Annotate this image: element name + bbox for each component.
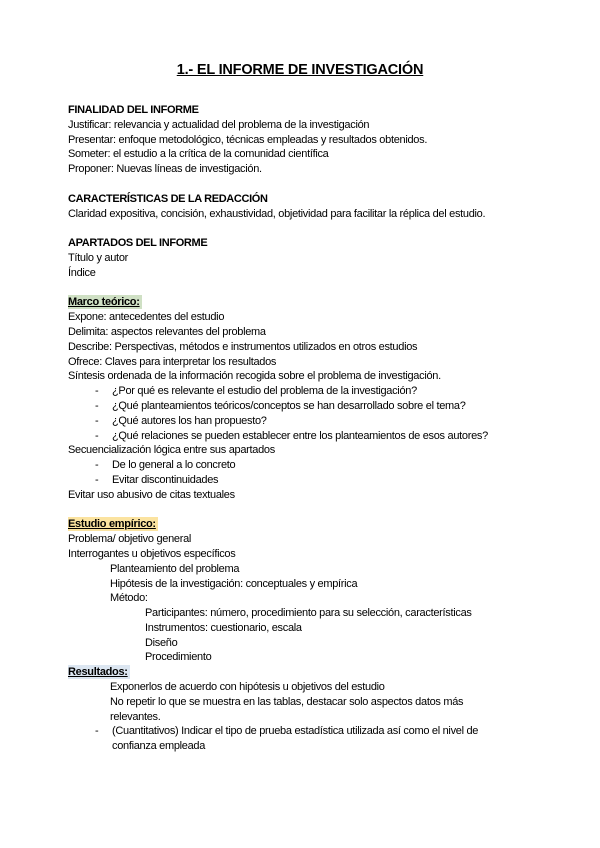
text-line: Diseño bbox=[145, 636, 178, 649]
bullet-item bbox=[68, 429, 570, 444]
bullet-text: ¿Por qué es relevante el estudio del problema de la investigación? bbox=[112, 385, 417, 398]
bullet-text: Evitar discontinuidades bbox=[112, 473, 219, 486]
text-line: Título y autor bbox=[68, 251, 128, 264]
text-line: Justificar: relevancia y actualidad del problema de la investigación bbox=[68, 118, 370, 131]
bullet-item bbox=[68, 473, 570, 488]
text-line: Síntesis ordenada de la información recogida sobre el problema de investigación. bbox=[68, 370, 441, 383]
text-line: Participantes: número, procedimiento para su selección, características bbox=[145, 607, 472, 620]
text-line: Instrumentos: cuestionario, escala bbox=[145, 621, 302, 634]
document-title: 1.- EL INFORME DE INVESTIGACIÓN bbox=[176, 62, 424, 78]
highlighted-heading bbox=[68, 665, 570, 680]
bullet-item bbox=[68, 724, 570, 739]
blank-line bbox=[68, 221, 570, 236]
text-line: Planteamiento del problema bbox=[110, 562, 240, 575]
text-line: Claridad expositiva, concisión, exhaustividad, objetividad para facilitar la réplica del estudio. bbox=[68, 207, 486, 220]
blank-line bbox=[68, 177, 570, 192]
bullet-text: ¿Qué autores los han propuesto? bbox=[112, 414, 267, 427]
text-line: Delimita: aspectos relevantes del problema bbox=[68, 325, 266, 338]
title-row bbox=[0, 60, 600, 81]
bullet-text: De lo general a lo concreto bbox=[112, 459, 236, 472]
blank-line bbox=[68, 281, 570, 296]
text-line: confianza empleada bbox=[112, 740, 206, 753]
text-line: Someter: el estudio a la crítica de la comunidad científica bbox=[68, 148, 329, 161]
bullet-dash-icon: - bbox=[95, 385, 99, 398]
text-line: Proponer: Nuevas líneas de investigación. bbox=[68, 163, 262, 176]
bullet-text: (Cuantitativos) Indicar el tipo de prueba estadística utilizada así como el nivel de bbox=[112, 725, 479, 738]
blue-highlight-label: Resultados: bbox=[68, 666, 128, 679]
text-line: Exponerlos de acuerdo con hipótesis u objetivos del estudio bbox=[110, 681, 385, 694]
section-heading: FINALIDAD DEL INFORME bbox=[68, 104, 199, 116]
text-line: Describe: Perspectivas, métodos e instrumentos utilizados en otros estudios bbox=[68, 340, 418, 353]
text-line: Expone: antecedentes del estudio bbox=[68, 311, 225, 324]
highlighted-heading bbox=[68, 517, 570, 532]
bullet-dash-icon: - bbox=[95, 399, 99, 412]
bullet-dash-icon: - bbox=[95, 459, 99, 472]
text-line: Hipótesis de la investigación: conceptuales y empírica bbox=[110, 577, 358, 590]
highlighted-heading bbox=[68, 295, 570, 310]
section-heading: APARTADOS DEL INFORME bbox=[68, 237, 208, 250]
bullet-item bbox=[68, 458, 570, 473]
text-line: No repetir lo que se muestra en las tablas, destacar solo aspectos datos más bbox=[110, 695, 464, 708]
text-line: relevantes. bbox=[110, 710, 161, 723]
text-line: Secuencialización lógica entre sus apartados bbox=[68, 444, 275, 457]
text-line: Evitar uso abusivo de citas textuales bbox=[68, 488, 235, 501]
bullet-text: ¿Qué relaciones se pueden establecer entre los planteamientos de esos autores? bbox=[112, 429, 488, 442]
text-line: Problema/ objetivo general bbox=[68, 533, 192, 546]
green-highlight-label: Marco teórico: bbox=[68, 296, 140, 309]
text-line: Presentar: enfoque metodológico, técnicas empleadas y resultados obtenidos. bbox=[68, 133, 428, 146]
bullet-dash-icon: - bbox=[95, 429, 99, 442]
section-heading: CARACTERÍSTICAS DE LA REDACCIÓN bbox=[68, 192, 268, 205]
bullet-dash-icon: - bbox=[95, 473, 99, 486]
yellow-highlight-label: Estudio empírico: bbox=[68, 518, 156, 531]
bullet-text: ¿Qué planteamientos teóricos/conceptos se han desarrollado sobre el tema? bbox=[112, 399, 466, 412]
bullet-item bbox=[68, 384, 570, 399]
text-line: Procedimiento bbox=[145, 651, 212, 664]
bullet-item bbox=[68, 399, 570, 414]
text-line: Interrogantes u objetivos específicos bbox=[68, 547, 236, 560]
bullet-item bbox=[68, 414, 570, 429]
bullet-dash-icon: - bbox=[95, 725, 99, 738]
text-line: Índice bbox=[68, 266, 96, 279]
text-line: Método: bbox=[110, 592, 148, 605]
blank-line bbox=[68, 503, 570, 518]
bullet-dash-icon: - bbox=[95, 414, 99, 427]
text-line: Ofrece: Claves para interpretar los resultados bbox=[68, 355, 277, 368]
document-body bbox=[68, 103, 570, 754]
